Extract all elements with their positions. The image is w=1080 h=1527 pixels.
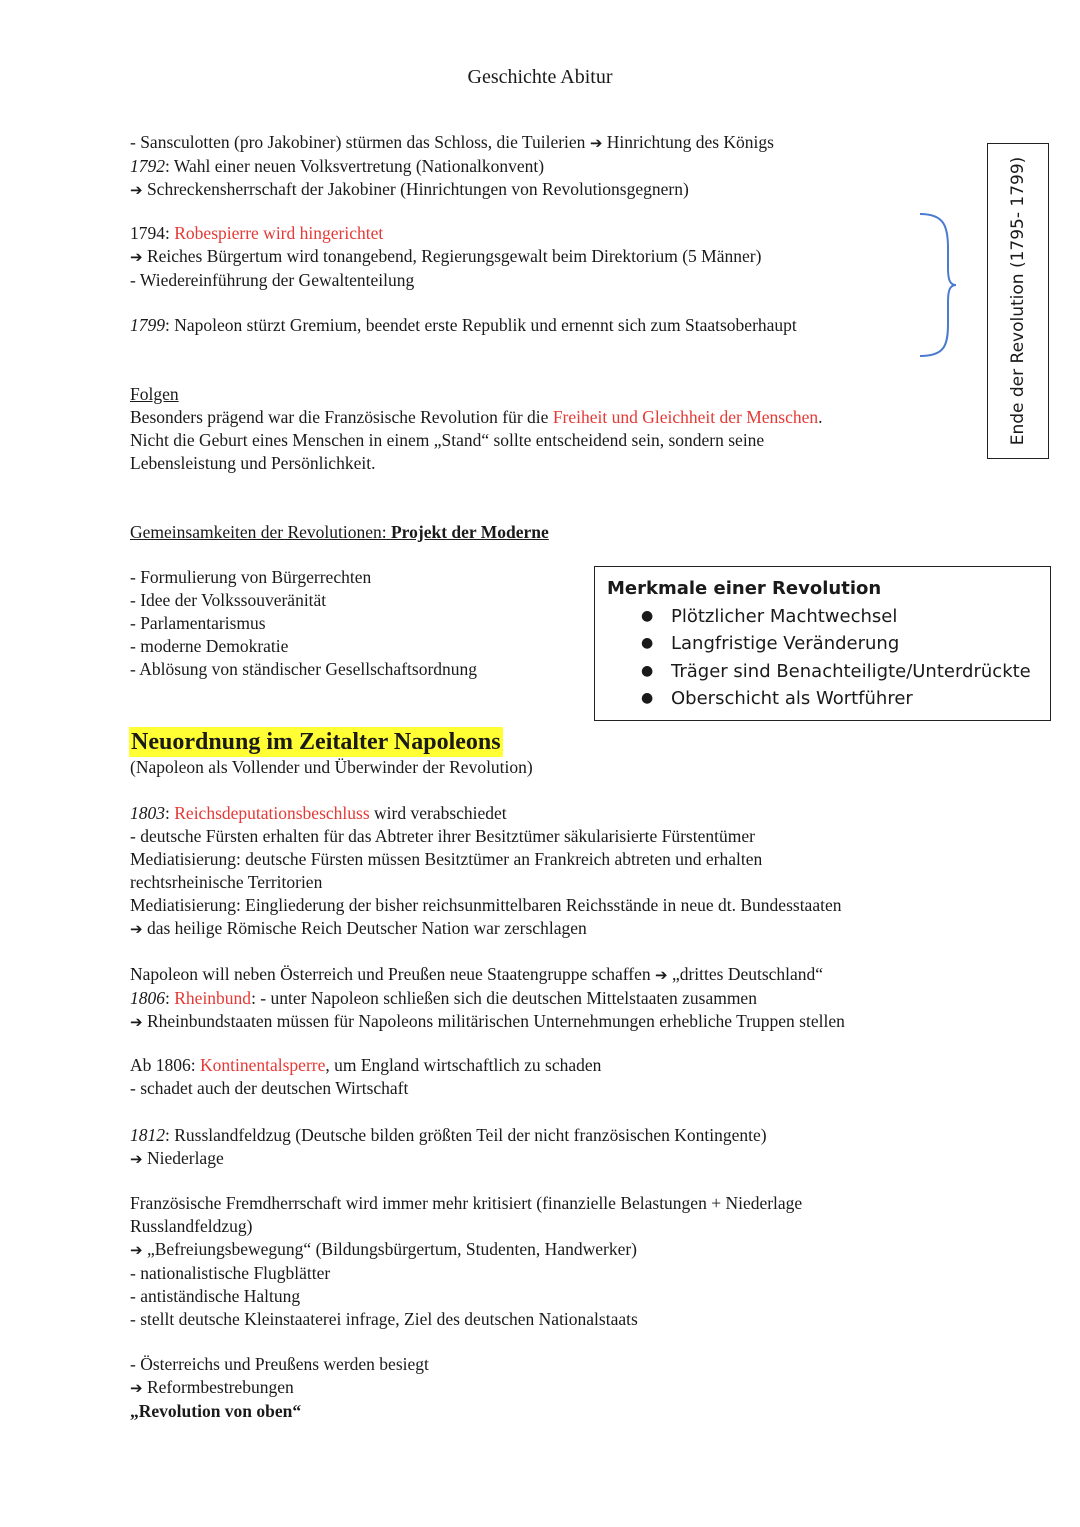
gemeinsamkeiten-heading: Gemeinsamkeiten der Revolutionen: Projekt der Moderne	[130, 522, 549, 542]
list-item: ● Langfristige Veränderung	[671, 630, 1050, 658]
page-title: Geschichte Abitur	[467, 66, 613, 88]
curly-brace-icon	[918, 212, 958, 358]
folgen-section: Folgen Besonders prägend war die Französische Revolution für die Freiheit und Gleichheit der Menschen. Nicht die Geburt eines Menschen in einem „Stand“ sollte entscheidend sein, sondern seine Lebensleistung und Persönlichkeit.	[130, 384, 823, 473]
merkmale-box	[594, 566, 1051, 721]
napoleon-1806: Napoleon will neben Österreich und Preußen neue Staatengruppe schaffen ➔ „drittes Deutschland“ 1806: Rheinbund: - unter Napoleon schließen sich die deutschen Mittelstaaten zusammen ➔ Rheinbundstaaten müssen für Napoleons militärischen Unternehmungen erhebliche Truppen stellen	[130, 964, 845, 1031]
arrow-right-icon: ➔	[130, 1013, 143, 1031]
list-item: - moderne Demokratie	[130, 636, 289, 656]
list-item: - Ablösung von ständischer Gesellschaftsordnung	[130, 659, 478, 679]
arrow-right-icon: ➔	[654, 966, 668, 984]
arrow-right-icon: ➔	[589, 134, 603, 152]
revolution-1799: 1799: Napoleon stürzt Gremium, beendet erste Republik und ernennt sich zum Staatsoberhaupt	[130, 315, 797, 335]
list-item: - Formulierung von Bürgerrechten	[130, 567, 372, 587]
folgen-heading: Folgen	[130, 384, 179, 404]
side-label-box	[987, 143, 1049, 459]
arrow-right-icon: ➔	[130, 1241, 143, 1259]
russlandfeldzug: 1812: Russlandfeldzug (Deutsche bilden größten Teil der nicht französischen Kontingente) ➔ Niederlage	[130, 1125, 767, 1168]
arrow-right-icon: ➔	[130, 1379, 143, 1397]
fremdherrschaft: Französische Fremdherrschaft wird immer mehr kritisiert (finanzielle Belastungen + Niederlage Russlandfeldzug) ➔ „Befreiungsbewegung“ (Bildungsbürgertum, Studenten, Handwerker) - nationalistische Flugblätter - antiständische Haltung - stellt deutsche Kleinstaaterei infrage, Ziel des deutschen Nationalstaats	[130, 1193, 803, 1329]
reformen: - Österreichs und Preußens werden besiegt ➔ Reformbestrebungen „Revolution von oben“	[130, 1354, 429, 1421]
revolution-events: - Sansculotten (pro Jakobiner) stürmen das Schloss, die Tuilerien ➔ Hinrichtung des Königs 1792: Wahl einer neuen Volksvertretung (Nationalkonvent) ➔ Schreckensherrschaft der Jakobiner (Hinrichtungen von Revolutionsgegnern)	[130, 132, 774, 199]
gemeinsamkeiten-list	[130, 566, 477, 681]
napoleon-1803: 1803: Reichsdeputationsbeschluss wird verabschiedet - deutsche Fürsten erhalten für das Abtreter ihrer Besitztümer säkularisierte Fürstentümer Mediatisierung: deutsche Fürsten müssen Besitztümer an Frankreich abtreten und erhalten rechtsrheinische Territorien Mediatisierung: Eingliederung der bisher reichsunmittelbaren Reichsstände in neue dt. Bundesstaaten ➔ das heilige Römische Reich Deutscher Nation war zerschlagen	[130, 803, 842, 938]
list-item: ● Träger sind Benachteiligte/Unterdrückte	[671, 658, 1050, 686]
kontinentalsperre: Ab 1806: Kontinentalsperre, um England wirtschaftlich zu schaden - schadet auch der deutschen Wirtschaft	[130, 1055, 602, 1098]
napoleon-heading: Neuordnung im Zeitalter Napoleons	[131, 729, 501, 755]
arrow-right-icon: ➔	[130, 1150, 143, 1168]
arrow-right-icon: ➔	[130, 181, 143, 199]
revolution-1794: 1794: Robespierre wird hingerichtet ➔ Reiches Bürgertum wird tonangebend, Regierungsgewalt beim Direktorium (5 Männer) - Wiedereinführung der Gewaltenteilung	[130, 223, 762, 290]
list-item: - Idee der Volkssouveränität	[130, 590, 327, 610]
arrow-right-icon: ➔	[130, 920, 143, 938]
list-item: ● Oberschicht als Wortführer	[671, 685, 1050, 713]
side-label: Ende der Revolution (1795- 1799)	[1008, 156, 1028, 446]
arrow-right-icon: ➔	[130, 248, 143, 266]
list-item: ● Plötzlicher Machtwechsel	[671, 603, 1050, 631]
napoleon-subheading: (Napoleon als Vollender und Überwinder der Revolution)	[130, 757, 533, 777]
merkmale-title: Merkmale einer Revolution	[607, 578, 882, 599]
list-item: - Parlamentarismus	[130, 613, 266, 633]
